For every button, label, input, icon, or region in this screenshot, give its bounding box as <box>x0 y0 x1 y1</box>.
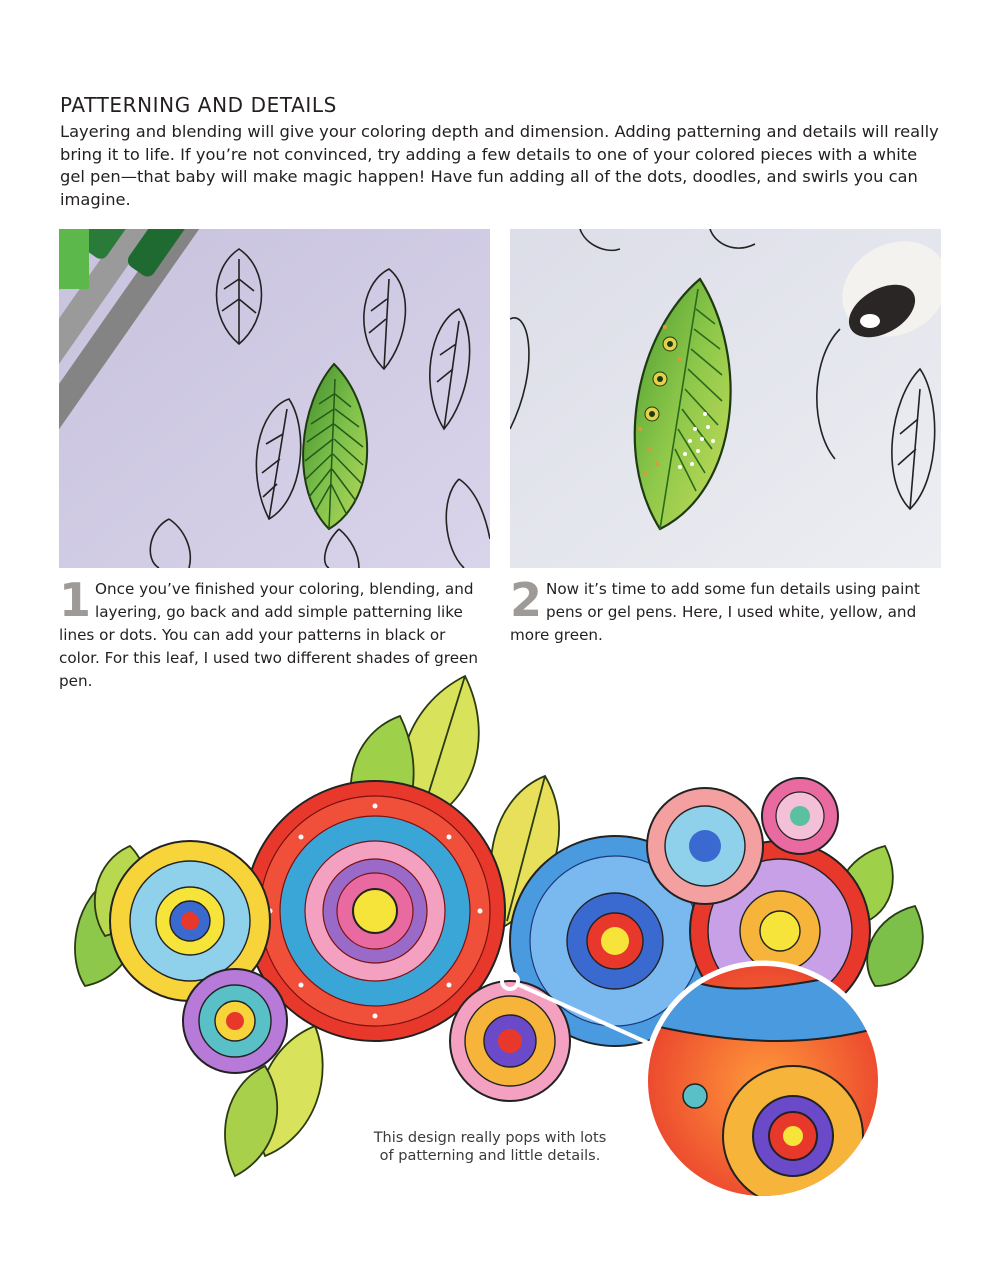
intro-paragraph: Layering and blending will give your coloring depth and dimension. Adding patterning and details will really bring it to life. If you’re not convinced, try adding a few details to one of your colored pieces with a white gel pen—that baby will make magic happen! Have fun adding all of the dots, doodles, and swirls you can imagine. <box>60 122 939 209</box>
step-1-text: Once you’ve finished your coloring, blending, and layering, go back and add simple patterning like lines or dots. You can add your patterns in black or color. For this leaf, I used two different shades of green pen. <box>59 580 479 690</box>
step-2-number: 2 <box>510 573 543 627</box>
section-heading: PATTERNING AND DETAILS <box>60 93 337 117</box>
photo-leaf-lines <box>59 229 490 568</box>
step-1-number: 1 <box>59 573 92 627</box>
photo-leaf-dots <box>510 229 941 568</box>
floral-illustration <box>55 666 945 1266</box>
step-2 <box>510 573 940 647</box>
figure-caption: This design really pops with lots of patterning and little details. <box>373 1130 607 1164</box>
step-2-text: Now it’s time to add some fun details using paint pens or gel pens. Here, I used white, yellow, and more green. <box>510 580 920 644</box>
